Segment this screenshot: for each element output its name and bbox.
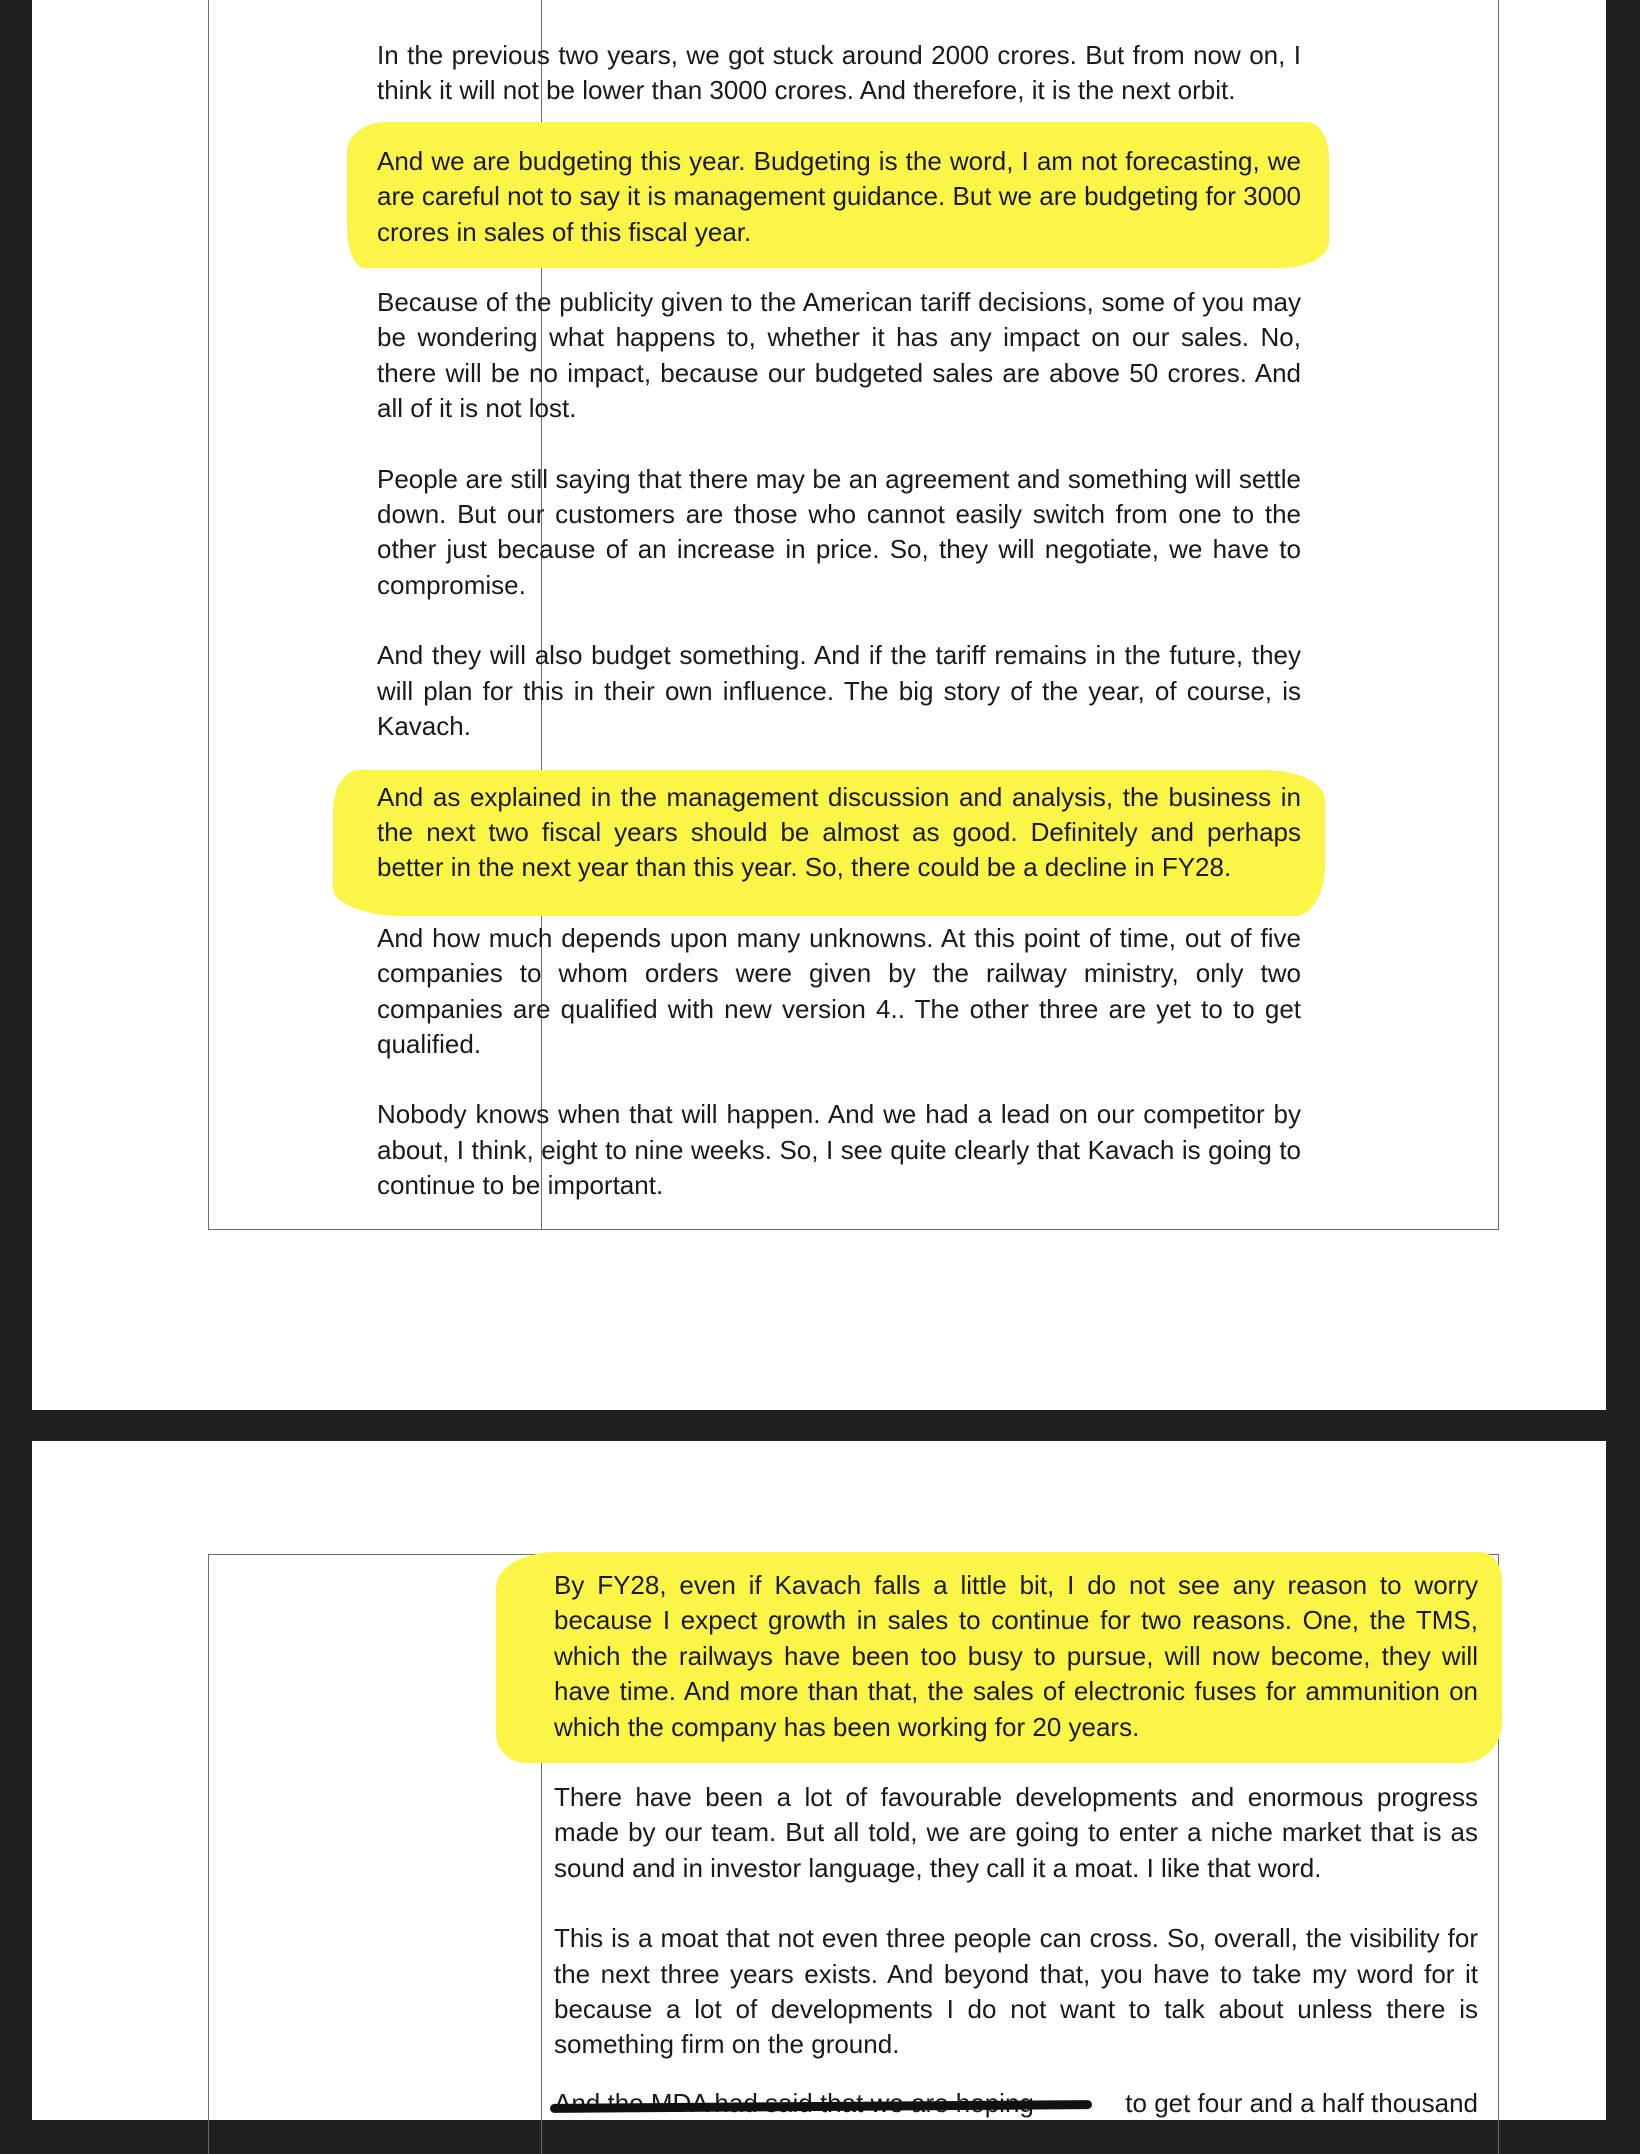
document-page-1: [32, 0, 1606, 1410]
paragraph-text: And we are budgeting this year. Budgeting is the word, I am not forecasting, we are careful not to say it is management guidance. But we are budgeting for 3000 crores in sales of this fiscal year.: [377, 145, 1301, 247]
highlighted-paragraph: [377, 144, 1301, 250]
paragraph-text: This is a moat that not even three people can cross. So, overall, the visibility for the next three years exists. And beyond that, you have to take my word for it because a lot of developments I do not want to talk about unless there is something firm on the ground.: [554, 1923, 1478, 2060]
paragraph-text: In the previous two years, we got stuck around 2000 crores. But from now on, I think it will not be lower than 3000 crores. And therefore, it is the next orbit.: [377, 40, 1301, 106]
paragraph-text: Nobody knows when that will happen. And we had a lead on our competitor by about, I think, eight to nine weeks. So, I see quite clearly that Kavach is going to continue to be important.: [377, 1099, 1301, 1201]
highlighted-paragraph: [554, 1568, 1478, 1745]
paragraph-text: By FY28, even if Kavach falls a little bit, I do not see any reason to worry because I expect growth in sales to continue for two reasons. One, the TMS, which the railways have been too busy to pursue, will now become, they will have time. And more than that, the sales of electronic fuses for ammunition on which the company has been working for 20 years.: [554, 1570, 1478, 1742]
visible-text: to get four and a half thousand: [1125, 2087, 1478, 2118]
paragraph: [377, 638, 1301, 744]
paragraph-text: Because of the publicity given to the American tariff decisions, some of you may be wondering what happens to, whether it has any impact on our sales. No, there will be no impact, because our budgeted sales are above 50 crores. And all of it is not lost.: [377, 287, 1301, 424]
document-page-2: [32, 1441, 1606, 2120]
paragraph: [377, 285, 1301, 427]
table-frame: [208, 1554, 1499, 2154]
transcript-cell: [554, 1568, 1478, 2121]
paragraph: [377, 462, 1301, 604]
paragraph-text: There have been a lot of favourable developments and enormous progress made by our team. But all told, we are going to enter a niche market that is as sound and in investor language, they call it a moat. I like that word.: [554, 1782, 1478, 1883]
partially-redacted-line: [554, 2086, 1478, 2121]
paragraph-text: People are still saying that there may be an agreement and something will settle down. But our customers are those who cannot easily switch from one to the other just because of an increase in price. So, they will negotiate, we have to compromise.: [377, 463, 1301, 600]
paragraph: [377, 1097, 1301, 1203]
paragraph-text: And as explained in the management discussion and analysis, the business in the next two fiscal years should be almost as good. Definitely and perhaps better in the next year than this year. So, there could be a decline in FY28.: [377, 781, 1301, 883]
paragraph: [554, 1921, 1478, 2063]
transcript-cell: [377, 38, 1301, 1239]
paragraph: [377, 38, 1301, 109]
paragraph: [554, 1780, 1478, 1886]
highlighted-paragraph: [377, 780, 1301, 886]
paragraph-text: And how much depends upon many unknowns. At this point of time, out of five companies to whom orders were given by the railway ministry, only two companies are qualified with new version 4.. The other three are yet to to get qualified.: [377, 922, 1301, 1059]
paragraph-text: And they will also budget something. And if the tariff remains in the future, they will plan for this in their own influence. The big story of the year, of course, is Kavach.: [377, 640, 1301, 742]
paragraph: [377, 921, 1301, 1063]
